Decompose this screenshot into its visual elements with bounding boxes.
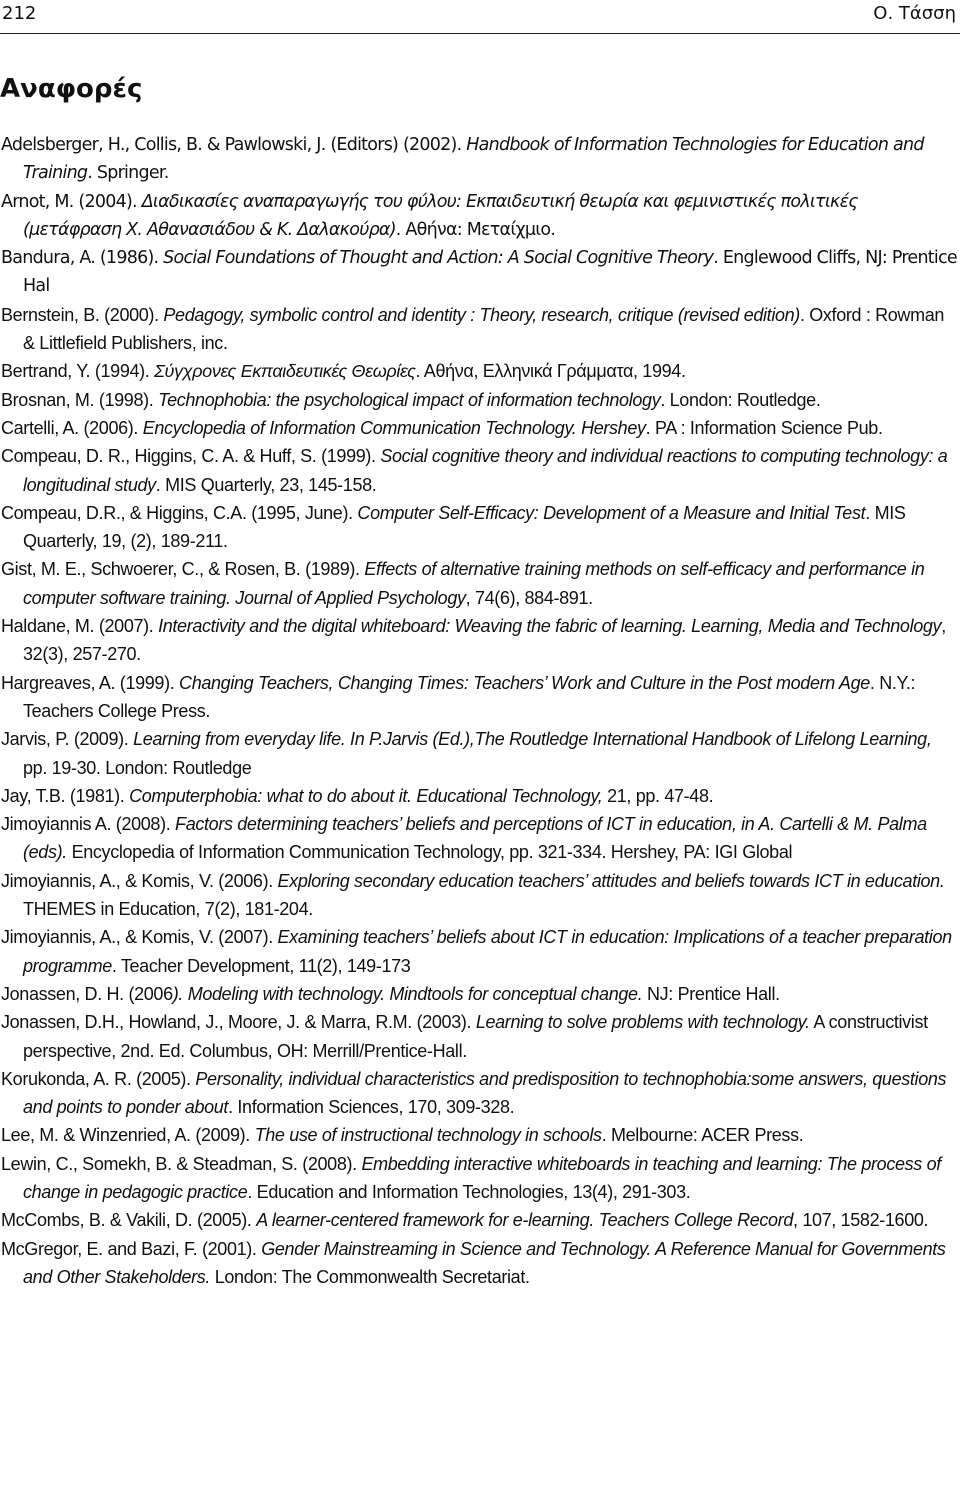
reference-text: Bandura, A. (1986). [1,248,164,269]
reference-text: 21, pp. 47-48. [602,785,714,806]
reference-entry [0,188,960,245]
running-head-author: Ο. Τάσση [873,3,956,24]
reference-text: . Αθήνα, Ελληνικά Γράμματα, 1994. [415,361,686,382]
reference-text: Gist, M. E., Schwoerer, C., & Rosen, B. (1989). [1,559,365,580]
header-rule [0,33,960,34]
reference-entry [0,669,960,726]
reference-text: Jimoyiannis, A., & Komis, V. (2006). [1,870,278,891]
reference-text: Encyclopedia of Information Communication Technology, pp. 321-334. Hershey, PA: IGI Global [66,842,793,863]
reference-text: . Englewood Cliffs, NJ: Prentice Hal [23,248,957,297]
reference-title: Interactivity and the digital whiteboard: Weaving the fabric of learning. Learning, Media and Technology [158,616,942,637]
reference-text: Compeau, D.R., & Higgins, C.A. (1995, June). [1,502,358,523]
reference-list [0,131,960,1291]
reference-text: , 107, 1582-1600. [793,1210,929,1231]
reference-text: . London: Routledge. [660,389,821,410]
reference-text: . Springer. [87,163,169,184]
reference-text: Hargreaves, A. (1999). [1,672,180,693]
reference-title: A learner-centered framework for e-learning. Teachers College Record [256,1210,794,1231]
reference-text: Jay, T.B. (1981). [1,785,130,806]
reference-text: McCombs, B. & Vakili, D. (2005). [1,1210,257,1231]
reference-text: McGregor, E. and Bazi, F. (2001). [1,1238,262,1259]
reference-text: . N.Y.: Teachers College Press. [23,672,916,721]
page-number: 212 [2,3,37,24]
reference-entry [0,414,960,442]
reference-text: Korukonda, A. R. (2005). [1,1068,196,1089]
reference-text: Bertrand, Y. (1994). [1,361,155,382]
reference-title: Social cognitive theory and individual reactions to computing technology: a longitudinal study [23,446,948,495]
reference-text: . Information Sciences, 170, 309-328. [228,1097,515,1118]
reference-text: Arnot, M. (2004). [1,191,142,212]
reference-text: Brosnan, M. (1998). [1,389,159,410]
reference-title: Embedding interactive whiteboards in teaching and learning: The process of change in pedagogic practice [23,1153,941,1202]
reference-title: Learning to solve problems with technology. [475,1012,810,1033]
reference-text: Jimoyiannis A. (2008). [1,814,176,835]
reference-title: Pedagogy, symbolic control and identity : Theory, research, critique (revised edition) [163,304,800,325]
reference-text: . MIS Quarterly, 23, 145-158. [155,474,377,495]
reference-title: Changing Teachers, Changing Times: Teachers’ Work and Culture in the Post modern Age [179,672,870,693]
reference-title: Gender Mainstreaming in Science and Technology. A Reference Manual for Governments and Other Stakeholders. [23,1238,946,1287]
reference-title: Technophobia: the psychological impact of information technology [158,389,661,410]
reference-entry [0,810,960,867]
reference-title: Διαδικασίες αναπαραγωγής του φύλου: Εκπαιδευτική θεωρία και φεμινιστικές πολιτικές (μετάφραση Χ. Αθανασιάδου & Κ. Δαλακούρα) [23,191,858,240]
reference-text: pp. 19-30. London: Routledge [23,757,252,778]
reference-entry [0,357,960,385]
reference-entry [0,1206,960,1234]
reference-entry [0,725,960,782]
reference-entry [0,867,960,924]
reference-entry [0,1065,960,1122]
reference-text: Jimoyiannis, A., & Komis, V. (2007). [1,927,278,948]
reference-text: Jarvis, P. (2009). [1,729,134,750]
reference-entry [0,442,960,499]
reference-entry [0,131,960,188]
reference-text: . Oxford : Rowman & Littlefield Publishers, inc. [23,304,945,354]
reference-text: . PA : Information Science Pub. [645,417,883,438]
reference-title: Social Foundations of Thought and Action: A Social Cognitive Theory [163,248,714,269]
reference-entry [0,923,960,980]
reference-entry [0,1121,960,1149]
reference-title: Computerphobia: what to do about it. Educational Technology, [129,785,603,806]
reference-text: , 32(3), 257-270. [23,616,946,665]
reference-text: Compeau, D. R., Higgins, C. A. & Huff, S. (1999). [1,446,381,467]
reference-text: Jonassen, D. H. (2006 [1,983,173,1004]
reference-entry [0,1235,960,1292]
reference-text: . Teacher Development, 11(2), 149-173 [111,955,411,976]
page-header [0,0,960,32]
reference-entry [0,782,960,810]
reference-text: Cartelli, A. (2006). [1,417,143,438]
reference-entry [0,1008,960,1065]
reference-text: London: The Commonwealth Secretariat. [210,1266,530,1287]
reference-entry [0,980,960,1008]
reference-title: Σύγχρονες Εκπαιδευτικές Θεωρίες [154,361,416,382]
reference-title: Learning from everyday life. In P.Jarvis (Ed.),The Routledge International Handbook of Lifelong Learning, [133,729,932,750]
reference-text: Adelsberger, H., Collis, B. & Pawlowski, J. (Editors) (2002). [1,135,467,155]
reference-text: Lee, M. & Winzenried, A. (2009). [1,1125,255,1146]
reference-entry [0,386,960,414]
reference-text: , 74(6), 884-891. [465,587,593,608]
reference-text: THEMES in Education, 7(2), 181-204. [23,899,313,920]
reference-text: Jonassen, D.H., Howland, J., Moore, J. & Marra, R.M. (2003). [1,1012,476,1033]
reference-entry [0,555,960,612]
reference-text: . Education and Information Technologies, 13(4), 291-303. [247,1181,691,1202]
reference-text: . Αθήνα: Μεταίχμιο. [395,219,556,240]
reference-title: Personality, individual characteristics and predisposition to technophobia:some answers, questions and points to ponder about [23,1068,947,1118]
reference-entry [0,1150,960,1207]
reference-title: Handbook of Information Technologies for Education and Training [23,135,924,184]
reference-title: Encyclopedia of Information Communication Technology. Hershey [142,417,646,438]
reference-text: Bernstein, B. (2000). [1,304,164,325]
reference-title: Factors determining teachers’ beliefs and perceptions of ICT in education, in A. Cartelli & M. Palma (eds). [23,814,927,863]
section-heading: Αναφορές [0,74,143,104]
reference-title: ). Modeling with technology. Mindtools for conceptual change. [172,983,643,1004]
reference-text: NJ: Prentice Hall. [642,983,780,1004]
reference-text: . MIS Quarterly, 19, (2), 189-211. [23,502,906,552]
reference-title: The use of instructional technology in schools [254,1125,602,1146]
reference-title: Effects of alternative training methods on self-efficacy and performance in computer software training. Journal of Applied Psychology [23,559,925,608]
reference-text: Lewin, C., Somekh, B. & Steadman, S. (2008). [1,1153,362,1174]
reference-text: A constructivist perspective, 2nd. Ed. Columbus, OH: Merrill/Prentice-Hall. [23,1012,928,1061]
reference-entry [0,244,960,301]
reference-text: . Melbourne: ACER Press. [601,1125,804,1146]
reference-entry [0,301,960,358]
reference-title: Examining teachers’ beliefs about ICT in education: Implications of a teacher preparation programme [23,927,952,976]
reference-entry [0,499,960,556]
reference-title: Computer Self-Efficacy: Development of a Measure and Initial Test [357,502,866,523]
reference-text: Haldane, M. (2007). [1,616,159,637]
reference-title: Exploring secondary education teachers’ attitudes and beliefs towards ICT in education. [277,870,945,891]
reference-entry [0,612,960,669]
